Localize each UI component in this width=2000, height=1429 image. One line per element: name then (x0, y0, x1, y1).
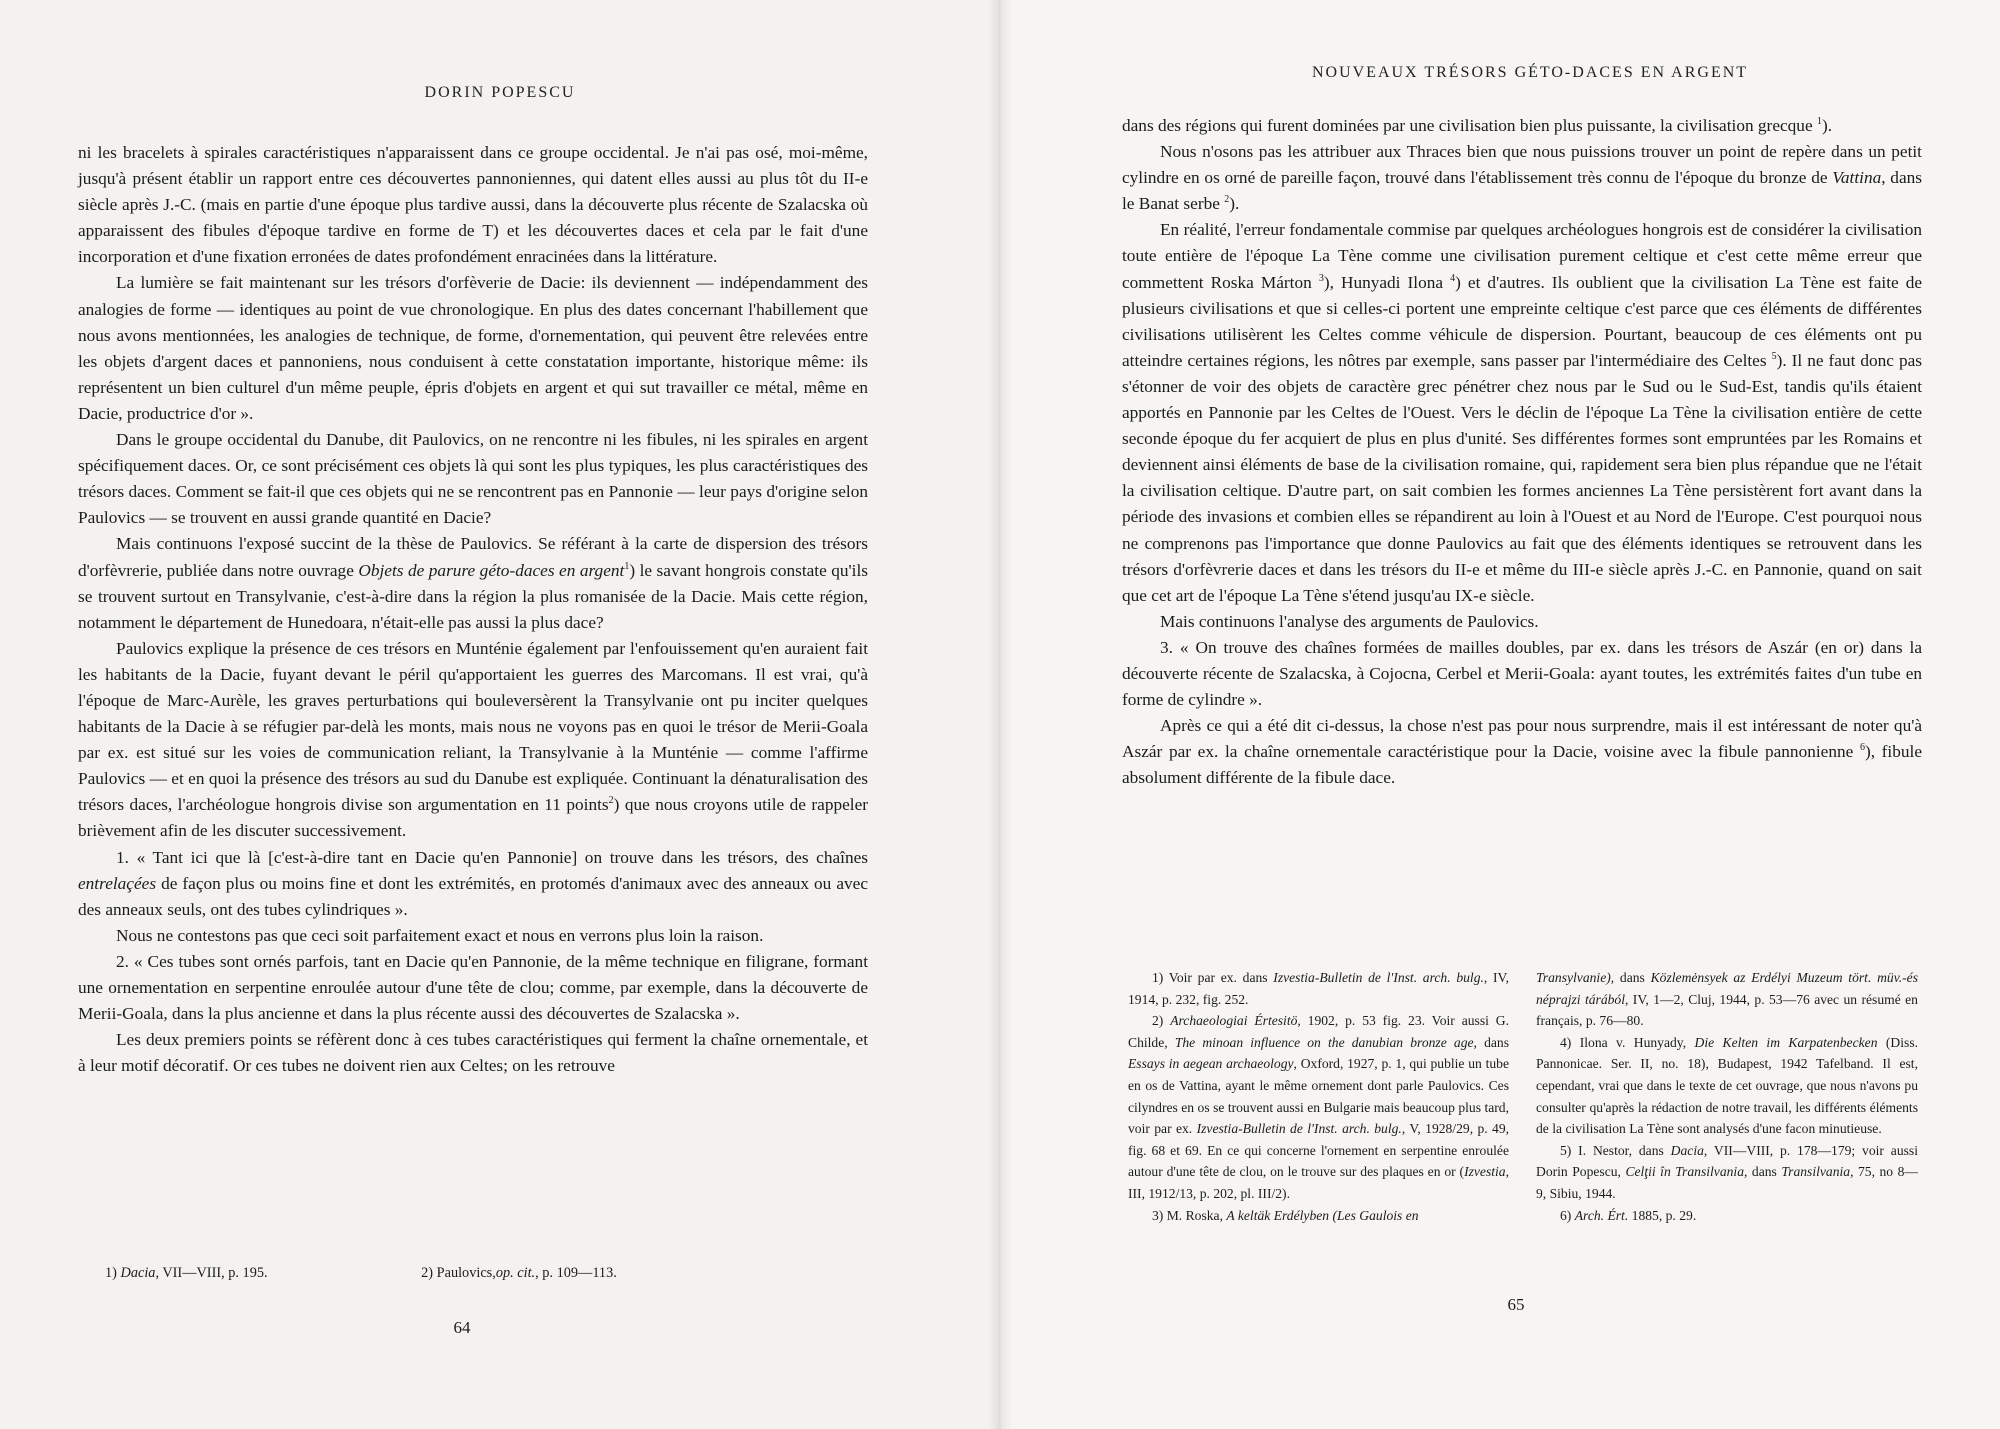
right-paragraph-2: Nous n'osons pas les attribuer aux Thraces bien que nous puissions trouver un point de repère dans un petit cylindre en os orné de pareille façon, trouvé dans l'établissement très connu de l'époque du bronze de Vattina, dans le Banat serbe $^2$). (1122, 142, 1922, 214)
right-paragraph-4: Mais continuons l'analyse des arguments de Paulovics. (1160, 611, 1539, 631)
left-page-number: 64 (453, 1318, 471, 1337)
left-paragraph-6: Nous ne contestons pas que ceci soit parfaitement exact et nous en verrons plus loin la raison. (116, 925, 764, 945)
right-page (1000, 0, 2000, 1429)
right-body-text (1122, 113, 1922, 791)
left-point-1: 1. « Tant ici que là [c'est-à-dire tant en Dacie qu'en Pannonie] on trouve dans les trésors, des chaînes entrelaçées de façon plus ou moins fine et dont les extrémités, en protomés d'animaux avec des anneaux ou avec des anneaux seuls, ont des tubes cylindriques ». (78, 847, 868, 919)
footnote-3-continued: Transylvanie), dans Közlemėnsyek az Erdélyi Muzeum tört. müv.-és néprajzi tárából, IV, 1—2, Cluj, 1944, p. 53—76 avec un résumé en français, p. 76—80. (1536, 970, 1918, 1029)
left-paragraph-7: Les deux premiers points se réfèrent donc à ces tubes caractéristiques qui ferment la chaîne ornementale, et à leur motif décoratif. Or ces tubes ne doivent rien aux Celtes; on les retrouve (78, 1030, 868, 1076)
left-paragraph-1: ni les bracelets à spirales caractéristiques n'apparaissent dans ce groupe occidental. Je n'ai pas osé, moi-même, jusqu'à présent établir un rapport entre ces découvertes pannoniennes, qui datent elles aussi au plus tôt du II-e siècle après J.-C. (mais en partie d'une époque plus tardive aussi, dans la découverte plus récente de Szalacska où apparaissent des fibules d'époque tardive en forme de T) et les découvertes daces et cela par le fait d'une incorporation et d'une fixation erronées de dates profondément enracinées dans la littérature. (78, 143, 868, 267)
footnote-5: 5) I. Nestor, dans Dacia, VII—VIII, p. 178—179; voir aussi Dorin Popescu, Celţii în Transilvania, dans Transilvania, 75, no 8—9, Sibiu, 1944. (1536, 1142, 1918, 1201)
right-paragraph-1: dans des régions qui furent dominées par une civilisation bien plus puissante, la civilisation grecque $^1$). (1122, 116, 1833, 135)
footnotes-column-2 (1536, 967, 1918, 1226)
left-paragraph-2: La lumière se fait maintenant sur les trésors d'orfèverie de Dacie: ils deviennent — indépendamment des analogies de forme — identiques au point de vue chronologique. En plus des dates concernant l'habillement que nous avons mentionnées, les analogies de technique, de forme, d'ornementation, qui peuvent être relevées entre les objets d'argent daces et pannoniens, nous conduisent à cette constatation importante, historique même: ils représentent un bien culturel d'un même peuple, épris d'objets en argent et qui sut travailler ce métal, même en Dacie, productrice d'or ». (78, 273, 868, 423)
left-running-head: DORIN POPESCU (424, 84, 576, 101)
footnote-2: 2) Archaeologiai Értesitö, 1902, p. 53 fig. 23. Voir aussi G. Childe, The minoan influence on the danubian bronze age, dans Essays in aegean archaeology, Oxford, 1927, p. 1, qui publie un tube en os de Vattina, ayant le même ornement dont parle Paulovics. Ces cilyndres en os se trouvent aussi en Bulgarie mais beaucoup plus tard, voir par ex. Izvestia-Bulletin de l'Inst. arch. bulg., V, 1928/29, p. 49, fig. 68 et 69. En ce qui concerne l'ornement en serpentine enroulée autour d'une tête de clou, on le trouve sur des plaques en or (Izvestia, III, 1912/13, p. 202, pl. III/2). (1128, 1013, 1510, 1201)
left-point-2: 2. « Ces tubes sont ornés parfois, tant en Dacie qu'en Pannonie, de la même technique en filigrane, formant une ornementation en serpentine enroulée autour d'une tête de clou; comme, par exemple, dans la découverte de Merii-Goala, dans la plus ancienne et dans la plus récente aussi des découvertes de Szalacska ». (78, 951, 868, 1024)
footnote-4: 4) Ilona v. Hunyady, Die Kelten im Karpatenbecken (Diss. Pannonicae. Ser. II, no. 18), Budapest, 1942 Tafelband. Il est, cependant, vrai que dans le texte de cet ouvrage, que nous n'avons pu consulter qu'après la rédaction de notre travail, les différents éléments de la civilisation La Tène sont analysés d'une facon minutieuse. (1536, 1034, 1919, 1137)
left-paragraph-4: Mais continuons l'exposé succint de la thèse de Paulovics. Se référant à la carte de dispersion des trésors d'orfèvrerie, publiée dans notre ouvrage Objets de parure géto-daces en argent$^1$) le savant hongrois constate qu'ils se trouvent surtout en Transylvanie, c'est-à-dire dans la région la plus romanisée de la Dacie. Mais cette région, notamment le département de Hunedoara, n'était-elle pas aussi la plus dace? (78, 534, 868, 632)
footnote-ref: 2 (608, 795, 614, 807)
right-paragraph-3: En réalité, l'erreur fondamentale commise par quelques archéologues hongrois est de considérer la civilisation toute entière de l'époque La Tène comme une civilisation purement celtique et c'est cette même erreur que commettent Roska Márton $^3$), Hunyadi Ilona $^4$) et d'autres. Ils oublient que la civilisation La Tène est faite de plusieurs civilisations et que si celles-ci portent une empreinte celtique c'est parce que ces éléments de différentes civilisations utilisèrent les Celtes comme véhicule de dispersion. Pourtant, beaucoup de ces éléments ont pu atteindre certaines régions, les nôtres par exemple, sans passer par l'intermédiaire des Celtes $^5$). Il ne faut donc pas s'étonner de voir des objets de caractère grec pénétrer chez nous par le Sud ou le Sud-Est, tandis qu'ils étaient apportés en Pannonie par les Celtes de l'Ouest. Vers le déclin de l'époque La Tène la civilisation entière de cette seconde époque du fer acquiert de plus en plus d'unité. Ses différentes formes sont empruntées par les Romains et deviennent ainsi éléments de base de la civilisation romaine, qui, rapidement sera bien plus répandue que ne l'était la civilisation celtique. D'autre part, on sait combien les formes anciennes La Tène persistèrent fort avant dans la période des invasions et combien elles se répandirent au loin à l'Ouest et au Nord de l'Europe. C'est pourquoi nous ne comprenons pas l'importance que donne Paulovics au fait que des éléments identiques se retrouvent dans les trésors d'orfèvrerie daces et dans les trésors du II-e et même du III-e siècle après J.-C. en Pannonie, quand on sait que cet art de l'époque La Tène s'étend jusqu'au IX-e siècle. (1122, 220, 1923, 605)
left-body-text (78, 140, 868, 1079)
book-gutter (988, 0, 1012, 1429)
footnote-1: 1) Dacia, VII—VIII, p. 195. (105, 1265, 268, 1281)
right-running-head: NOUVEAUX TRÉSORS GÉTO-DACES EN ARGENT (1311, 64, 1749, 81)
footnote-3: 3) M. Roska, A keltäk Erdélyben (Les Gaulois en (1152, 1207, 1419, 1223)
left-paragraph-5: Paulovics explique la présence de ces trésors en Munténie également par l'enfouissement qu'en auraient fait les habitants de la Dacie, fuyant devant le péril qu'apportaient les guerres des Marcomans. Il est vrai, qu'à l'époque de Marc-Aurèle, les graves perturbations qui bouleversèrent la Transylvanie ont pu inciter quelques habitants de la Dacie à se réfugier par-delà les monts, mais nous ne voyons pas en quoi le trésor de Merii-Goala par ex. est situé sur les voies de communication reliant, la Transylvanie à la Munténie — comme l'affirme Paulovics — et en quoi la présence des trésors au sud du Danube est expliquée. Continuant la dénaturalisation des trésors daces, l'archéologue hongrois divise son argumentation en 11 points$^2$) que nous croyons utile de rappeler brièvement afin de les discuter successivement. (78, 638, 868, 841)
footnote-1: 1) Voir par ex. dans Izvestia-Bulletin de l'Inst. arch. bulg., IV, 1914, p. 232, fig. 252. (1128, 970, 1510, 1007)
footnote-2: 2) Paulovics,op. cit., p. 109—113. (421, 1265, 617, 1281)
right-page-number: 65 (1507, 1295, 1525, 1314)
footnotes-column-1 (1128, 967, 1509, 1226)
footnote-6: 6) Arch. Ért. 1885, p. 29. (1560, 1207, 1697, 1223)
footnote-ref: 1 (624, 560, 630, 572)
left-footnotes (105, 1264, 865, 1283)
right-paragraph-5: Après ce qui a été dit ci-dessus, la chose n'est pas pour nous surprendre, mais il est intéressant de noter qu'à Aszár par ex. la chaîne ornementale caractéristique pour la Dacie, voisine avec la fibule pannonienne $^6$), fibule absolument différente de la fibule dace. (1122, 716, 1922, 788)
left-paragraph-3: Dans le groupe occidental du Danube, dit Paulovics, on ne rencontre ni les fibules, ni les spirales en argent spécifiquement daces. Or, ce sont précisément ces objets là qui sont les plus typiques, les plus caractéristiques des trésors daces. Comment se fait-il que ces objets qui ne se rencontrent pas en Pannonie — leur pays d'origine selon Paulovics — se trouvent en aussi grande quantité en Dacie? (78, 430, 868, 528)
right-point-3: 3. « On trouve des chaînes formées de mailles doubles, par ex. dans les trésors de Aszár (en or) dans la découverte récente de Szalacska, à Cojocna, Cerbel et Merii-Goala: ayant toutes, les extrémités faites d'un tube en forme de cylindre ». (1122, 637, 1922, 710)
book-title: Objets de parure géto-daces en argent (358, 560, 625, 580)
